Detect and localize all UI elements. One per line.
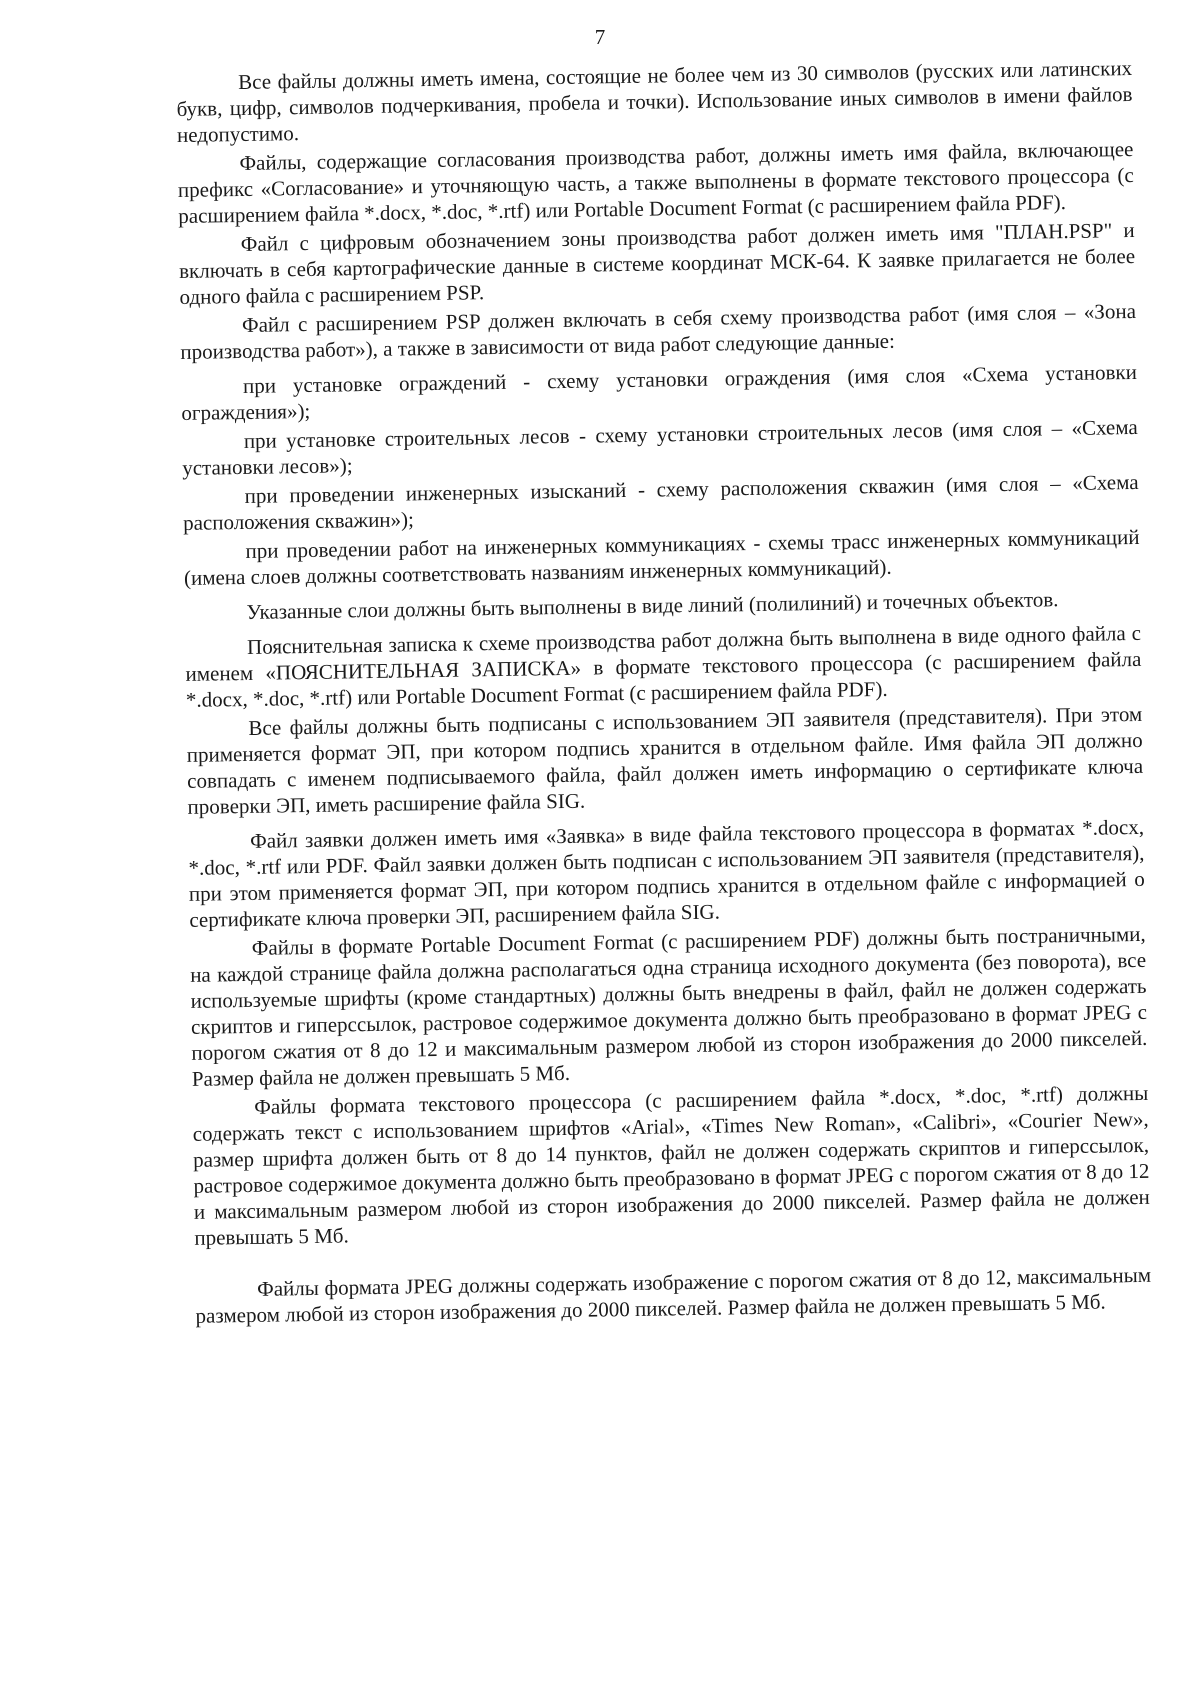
document-body (176, 55, 1152, 1332)
paragraph-plan-psp: Файл с цифровым обозначением зоны производства работ должен иметь имя "ПЛАН.PSP" и включать в себя картографические данные в системе координат МСК-64. К заявке прилагается не более одного файла с расширением PSP. (178, 217, 1136, 309)
list-item-scaffolding: при установке строительных лесов - схему установки строительных лесов (имя слоя – «Схема установки лесов»); (182, 414, 1138, 480)
paragraph-jpeg-requirements: Файлы формата JPEG должны содержать изображение с порогом сжатия от 8 до 12, максимальным размером любой из сторон изображения до 2000 пикселей. Размер файла не должен превышать 5 Мб. (195, 1262, 1152, 1328)
paragraph-psp-contents: Файл с расширением PSP должен включать в себя схему производства работ (имя слоя – «Зона производства работ»), а также в зависимости от вида работ следующие данные: (180, 298, 1137, 364)
paragraph-signatures: Все файлы должны быть подписаны с использованием ЭП заявителя (представителя). При этом применяется формат ЭП, при котором подпись хранится в отдельном файле. Имя файла ЭП должно совпадать с именем подписываемого файла, файл должен иметь информацию о сертификате ключа проверки ЭП, иметь расширение файла SIG. (186, 701, 1144, 819)
paragraph-file-names: Все файлы должны иметь имена, состоящие не более чем из 30 символов (русских или латинских букв, цифр, символов подчеркивания, пробела и точки). Использование иных символов в имени файлов недопустимо. (176, 55, 1133, 147)
paragraph-approval-files: Файлы, содержащие согласования производства работ, должны иметь имя файла, включающее префикс «Согласование» и уточняющую часть, а также выполнены в формате текстового процессора (с расширением файла *.docx, *.doc, *.rtf) или Portable Document Format (с расширением файла PDF). (177, 136, 1134, 228)
page-number: 7 (594, 25, 606, 49)
paragraph-pdf-requirements: Файлы в формате Portable Document Format (с расширением PDF) должны быть постраничными, на каждой странице файла должна располагаться одна страница исходного документа (без поворота), все используемые шрифты (кроме стандартных) должны быть внедрены в файл, файл не должен содержать скриптов и гиперссылок, растровое содержимое документа должно быть преобразовано в формат JPEG с порогом сжатия от 8 до 12 и максимальным размером любой из сторон изображения до 2000 пикселей. Размер файла не должен превышать 5 Мб. (190, 921, 1148, 1091)
paragraph-text-processor-requirements: Файлы формата текстового процессора (с расширением файла *.docx, *.doc, *.rtf) должны содержать текст с использованием шрифтов «Arial», «Times New Roman», «Calibri», «Courier New», размер шрифта должен быть от 8 до 14 пунктов, файл не должен содержать скриптов и гиперссылок, растровое содержимое документа должно быть преобразовано в формат JPEG с порогом сжатия от 8 до 12 и максимальным размером любой из сторон изображения до 2000 пикселей. Размер файла не должен превышать 5 Мб. (192, 1080, 1151, 1250)
list-item-surveys: при проведении инженерных изысканий - схему расположения скважин (имя слоя – «Схема расположения скважин»); (182, 469, 1139, 535)
list-item-utilities: при проведении работ на инженерных коммуникациях - схемы трасс инженерных коммуникаций (имена слоев должны соответствовать названиям инженерных коммуникаций). (183, 524, 1140, 590)
paragraph-explanatory-note: Пояснительная записка к схеме производства работ должна быть выполнена в виде одного файла с именем «ПОЯСНИТЕЛЬНАЯ ЗАПИСКА» в формате текстового процессора (с расширением файла *.docx, *.doc, *.rtf) или Portable Document Format (с расширением файла PDF). (185, 620, 1142, 712)
paragraph-application-file: Файл заявки должен иметь имя «Заявка» в виде файла текстового процессора в форматах *.docx, *.doc, *.rtf или PDF. Файл заявки должен быть подписан с использованием ЭП заявителя (представителя), при этом применяется формат ЭП, при котором подпись хранится в отдельном файле с информацией о сертификате ключа проверки ЭП, расширением файла SIG. (188, 814, 1146, 932)
list-item-fences: при установке ограждений - схему установки ограждения (имя слоя «Схема установки ограждения»); (181, 359, 1138, 425)
paragraph-layers: Указанные слои должны быть выполнены в виде линий (полилиний) и точечных объектов. (246, 587, 1059, 624)
